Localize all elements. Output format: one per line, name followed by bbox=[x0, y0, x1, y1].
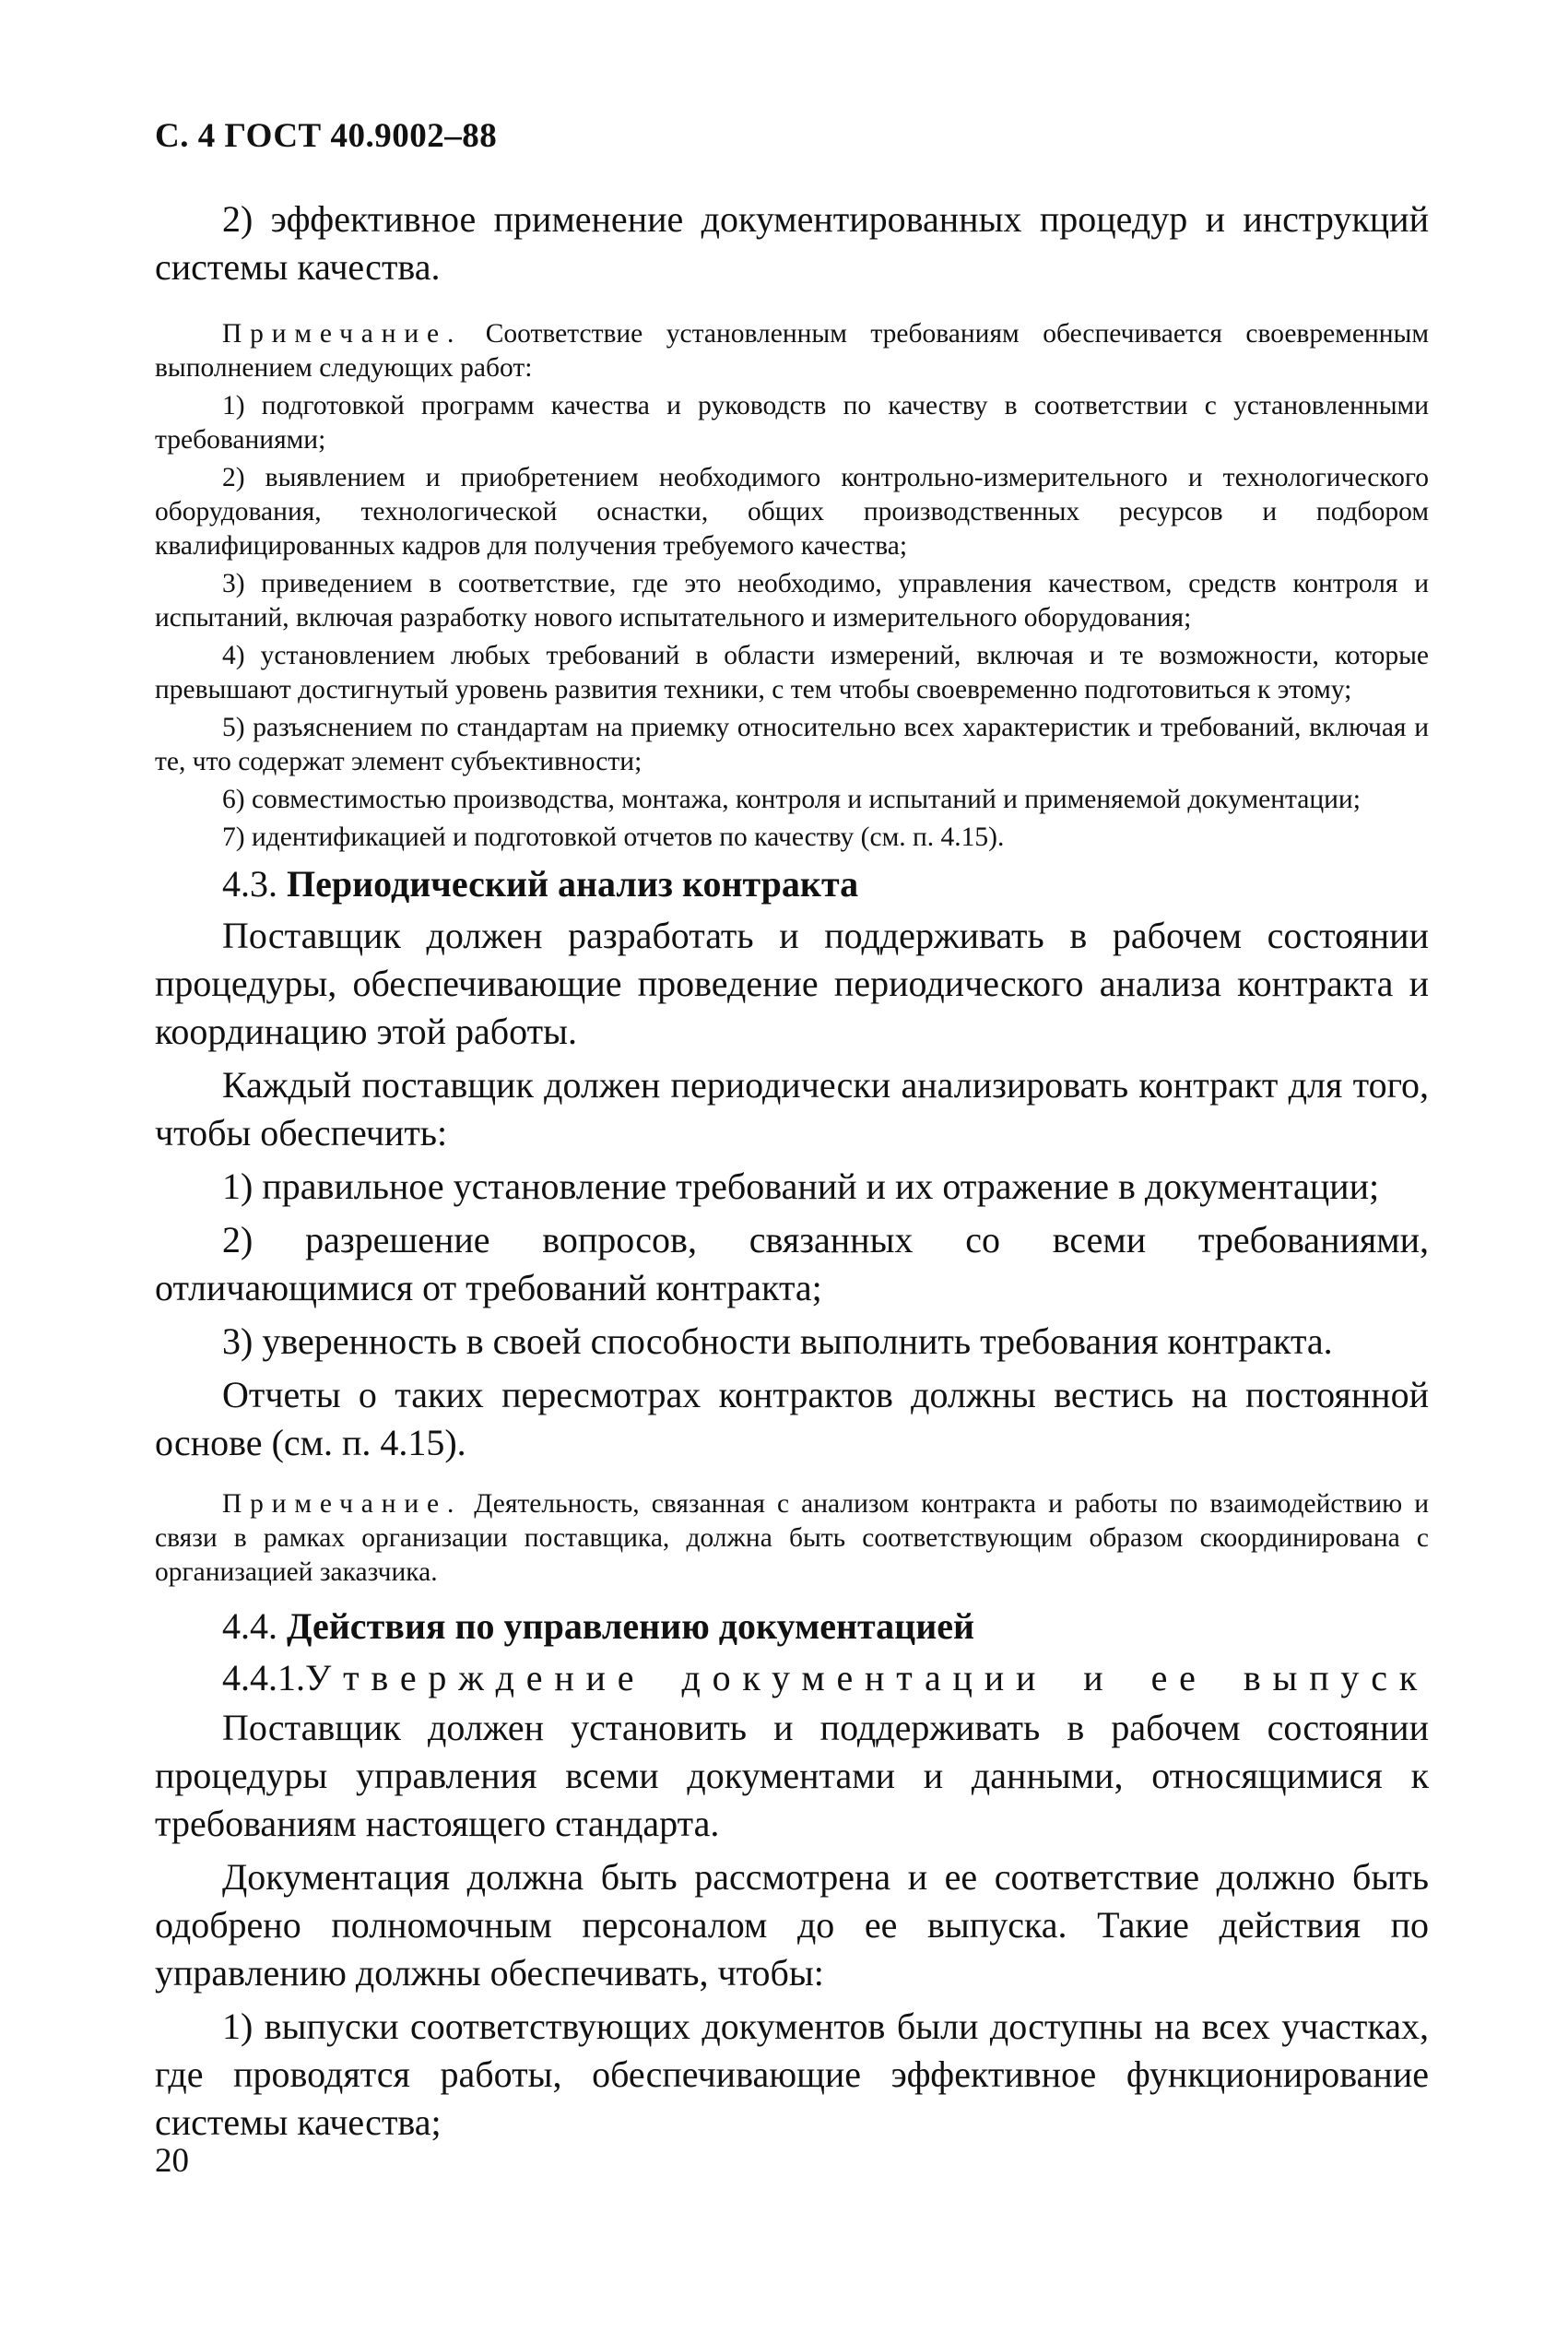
section-4-3-paragraph: Поставщик должен разработать и поддерживать в рабочем состоянии процедуры, обеспечивающие проведение периодического анализа контракта и координацию этой работы. bbox=[155, 915, 1429, 1052]
note-2-text: Деятельность, связанная с анализом контракта и работы по взаимодействию и связи в рамках организации поставщика, должна быть соответствующим образом скоординирована с организацией заказчика. bbox=[155, 1489, 1430, 1587]
section-4-4-heading bbox=[155, 1603, 1429, 1651]
section-4-3-heading bbox=[155, 860, 1429, 908]
section-4-4-list-item: 1) выпуски соответствующих документов были доступны на всех участках, где проводятся работы, обеспечивающие эффективное функционирование системы качества; bbox=[155, 2006, 1429, 2143]
note-1-item: 4) установлением любых требований в области измерений, включая и те возможности, которые превышают достигнутый уровень развития техники, с тем чтобы своевременно подготовиться к этому; bbox=[155, 641, 1429, 704]
section-4-4-paragraph: Документация должна быть рассмотрена и ее соответствие должно быть одобрено полномочным персоналом до ее выпуска. Такие действия по управлению должны обеспечивать, чтобы: bbox=[155, 1856, 1429, 1994]
section-4-3-paragraph: Каждый поставщик должен периодически анализировать контракт для того, чтобы обеспечить: bbox=[155, 1064, 1429, 1154]
note-1-item: 7) идентификацией и подготовкой отчетов по качеству (см. п. 4.15). bbox=[222, 822, 1005, 852]
note-1-item: 1) подготовкой программ качества и руководств по качеству в соответствии с установленными требованиями; bbox=[155, 391, 1429, 455]
section-4-3-list-item: 2) разрешение вопросов, связанных со всеми требованиями, отличающимися от требований контракта; bbox=[155, 1219, 1429, 1308]
section-4-4-number: 4.4. bbox=[222, 1605, 277, 1647]
note-2-label: Примечание. bbox=[222, 1489, 463, 1519]
section-4-4-title: Действия по управлению документацией bbox=[287, 1605, 975, 1647]
page-number: 20 bbox=[155, 2142, 189, 2180]
page-header: С. 4 ГОСТ 40.9002–88 bbox=[155, 117, 498, 155]
note-1-item: 5) разъяснением по стандартам на приемку относительно всех характеристик и требований, включая и те, что содержат элемент субъективности; bbox=[155, 713, 1429, 776]
intro-item-2: 2) эффективное применение документированных процедур и инструкций системы качества. bbox=[155, 198, 1429, 288]
note-1-intro bbox=[155, 317, 1429, 385]
section-4-4-1-number: 4.4.1. bbox=[222, 1657, 305, 1698]
page-content bbox=[155, 195, 1429, 2152]
section-4-4-paragraph: Поставщик должен установить и поддерживать в рабочем состоянии процедуры управления всеми документами и данными, относящимися к требованиям настоящего стандарта. bbox=[155, 1707, 1429, 1844]
note-1-label: Примечание. bbox=[222, 319, 463, 349]
section-4-4-1-title: Утверждение документации и ее выпуск bbox=[305, 1657, 1429, 1698]
section-4-4-1-heading bbox=[155, 1654, 1429, 1702]
section-4-3-number: 4.3. bbox=[222, 863, 277, 905]
note-2 bbox=[155, 1487, 1429, 1590]
note-1-item: 6) совместимостью производства, монтажа, контроля и испытаний и применяемой документации; bbox=[222, 785, 1361, 814]
section-4-3-title: Периодический анализ контракта bbox=[287, 863, 859, 905]
note-1-item: 3) приведением в соответствие, где это необходимо, управления качеством, средств контроля и испытаний, включая разработку нового испытательного и измерительного оборудования; bbox=[155, 569, 1429, 633]
section-4-3-list-item: 3) уверенность в своей способности выполнить требования контракта. bbox=[222, 1320, 1333, 1362]
section-4-3-list-item: 1) правильное установление требований и их отражение в документации; bbox=[222, 1166, 1380, 1207]
section-4-3-paragraph: Отчеты о таких пересмотрах контрактов должны вестись на постоянной основе (см. п. 4.15). bbox=[155, 1374, 1429, 1463]
note-1-item: 2) выявлением и приобретением необходимого контрольно-измерительного и технологического оборудования, технологической оснастки, общих производственных ресурсов и подбором квалифицированных кадров для получения требуемого качества; bbox=[155, 463, 1429, 561]
note-1-intro-text: Соответствие установленным требованиям обеспечивается своевременным выполнением следующих работ: bbox=[155, 319, 1430, 383]
